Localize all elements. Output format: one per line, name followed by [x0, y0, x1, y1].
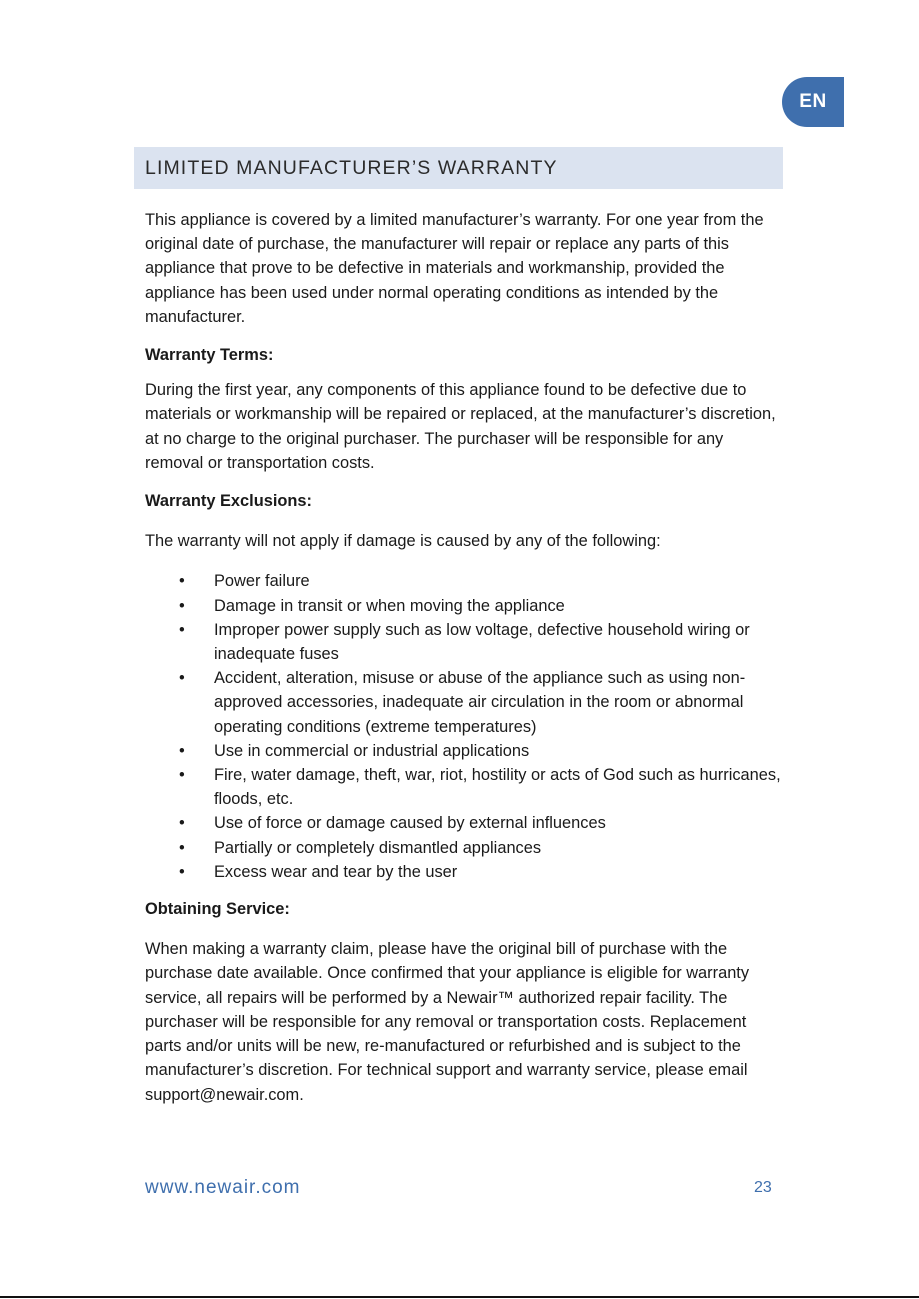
list-item [145, 811, 785, 835]
intro-paragraph: This appliance is covered by a limited manufacturer’s warranty. For one year from the original date of purchase, the manufacturer will repair or replace any parts of this appliance that prove to be defective in materials and workmanship, provided the appliance has been used under normal operating conditions as intended by the manufacturer. [145, 211, 764, 326]
obtaining-service-heading: Obtaining Service: [145, 900, 290, 919]
language-tab-label: EN [799, 91, 827, 112]
exclusions-list [145, 569, 785, 884]
list-item-text: Use of force or damage caused by external influences [214, 814, 606, 833]
bullet-icon: • [179, 572, 185, 591]
bullet-icon: • [179, 838, 185, 857]
warranty-exclusions-heading: Warranty Exclusions: [145, 492, 312, 511]
section-title-bar [134, 147, 783, 189]
list-item-text: Accident, alteration, misuse or abuse of the appliance such as using non-approved accessories, inadequate air circulation in the room or abnormal operating conditions (extreme temperatures) [214, 669, 746, 736]
page-number: 23 [754, 1179, 772, 1196]
list-item-text: Partially or completely dismantled appliances [214, 838, 542, 857]
bullet-icon: • [179, 766, 185, 785]
warranty-content [145, 208, 785, 1107]
list-item [145, 763, 785, 811]
list-item [145, 618, 785, 666]
bullet-icon: • [179, 814, 185, 833]
list-item-text: Excess wear and tear by the user [214, 862, 458, 881]
section-title: LIMITED MANUFACTURER’S WARRANTY [145, 156, 558, 179]
obtaining-service-text: When making a warranty claim, please have the original bill of purchase with the purchase date available. Once confirmed that your appliance is eligible for warranty service, all repairs will be performed by a Newair™ authorized repair facility. The purchaser will be responsible for any removal or transportation costs. Replacement parts and/or units will be new, re-manufactured or refurbished and is subject to the manufacturer’s discretion. For technical support and warranty service, please email support@newair.com. [145, 940, 750, 1104]
language-tab [782, 77, 844, 127]
bullet-icon: • [179, 741, 185, 760]
list-item [145, 594, 785, 618]
warranty-terms-heading: Warranty Terms: [145, 346, 274, 365]
list-item-text: Fire, water damage, theft, war, riot, hostility or acts of God such as hurricanes, floods, etc. [214, 766, 781, 809]
bullet-icon: • [179, 620, 185, 639]
list-item [145, 569, 785, 593]
bullet-icon: • [179, 596, 185, 615]
warranty-terms-text: During the first year, any components of this appliance found to be defective due to materials or workmanship will be repaired or replaced, at the manufacturer’s discretion, at no charge to the original purchaser. The purchaser will be responsible for any removal or transportation costs. [145, 381, 776, 472]
list-item-text: Improper power supply such as low voltage, defective household wiring or inadequate fuses [214, 620, 750, 664]
list-item [145, 739, 785, 763]
list-item-text: Use in commercial or industrial applications [214, 741, 530, 760]
list-item-text: Power failure [214, 572, 310, 591]
list-item [145, 666, 785, 739]
bullet-icon: • [179, 669, 185, 688]
footer-website-link[interactable]: www.newair.com [145, 1177, 301, 1198]
page-bottom-divider [0, 1296, 919, 1298]
warranty-exclusions-intro: The warranty will not apply if damage is caused by any of the following: [145, 532, 661, 551]
list-item [145, 860, 785, 884]
list-item [145, 836, 785, 860]
bullet-icon: • [179, 862, 185, 881]
list-item-text: Damage in transit or when moving the appliance [214, 596, 565, 615]
